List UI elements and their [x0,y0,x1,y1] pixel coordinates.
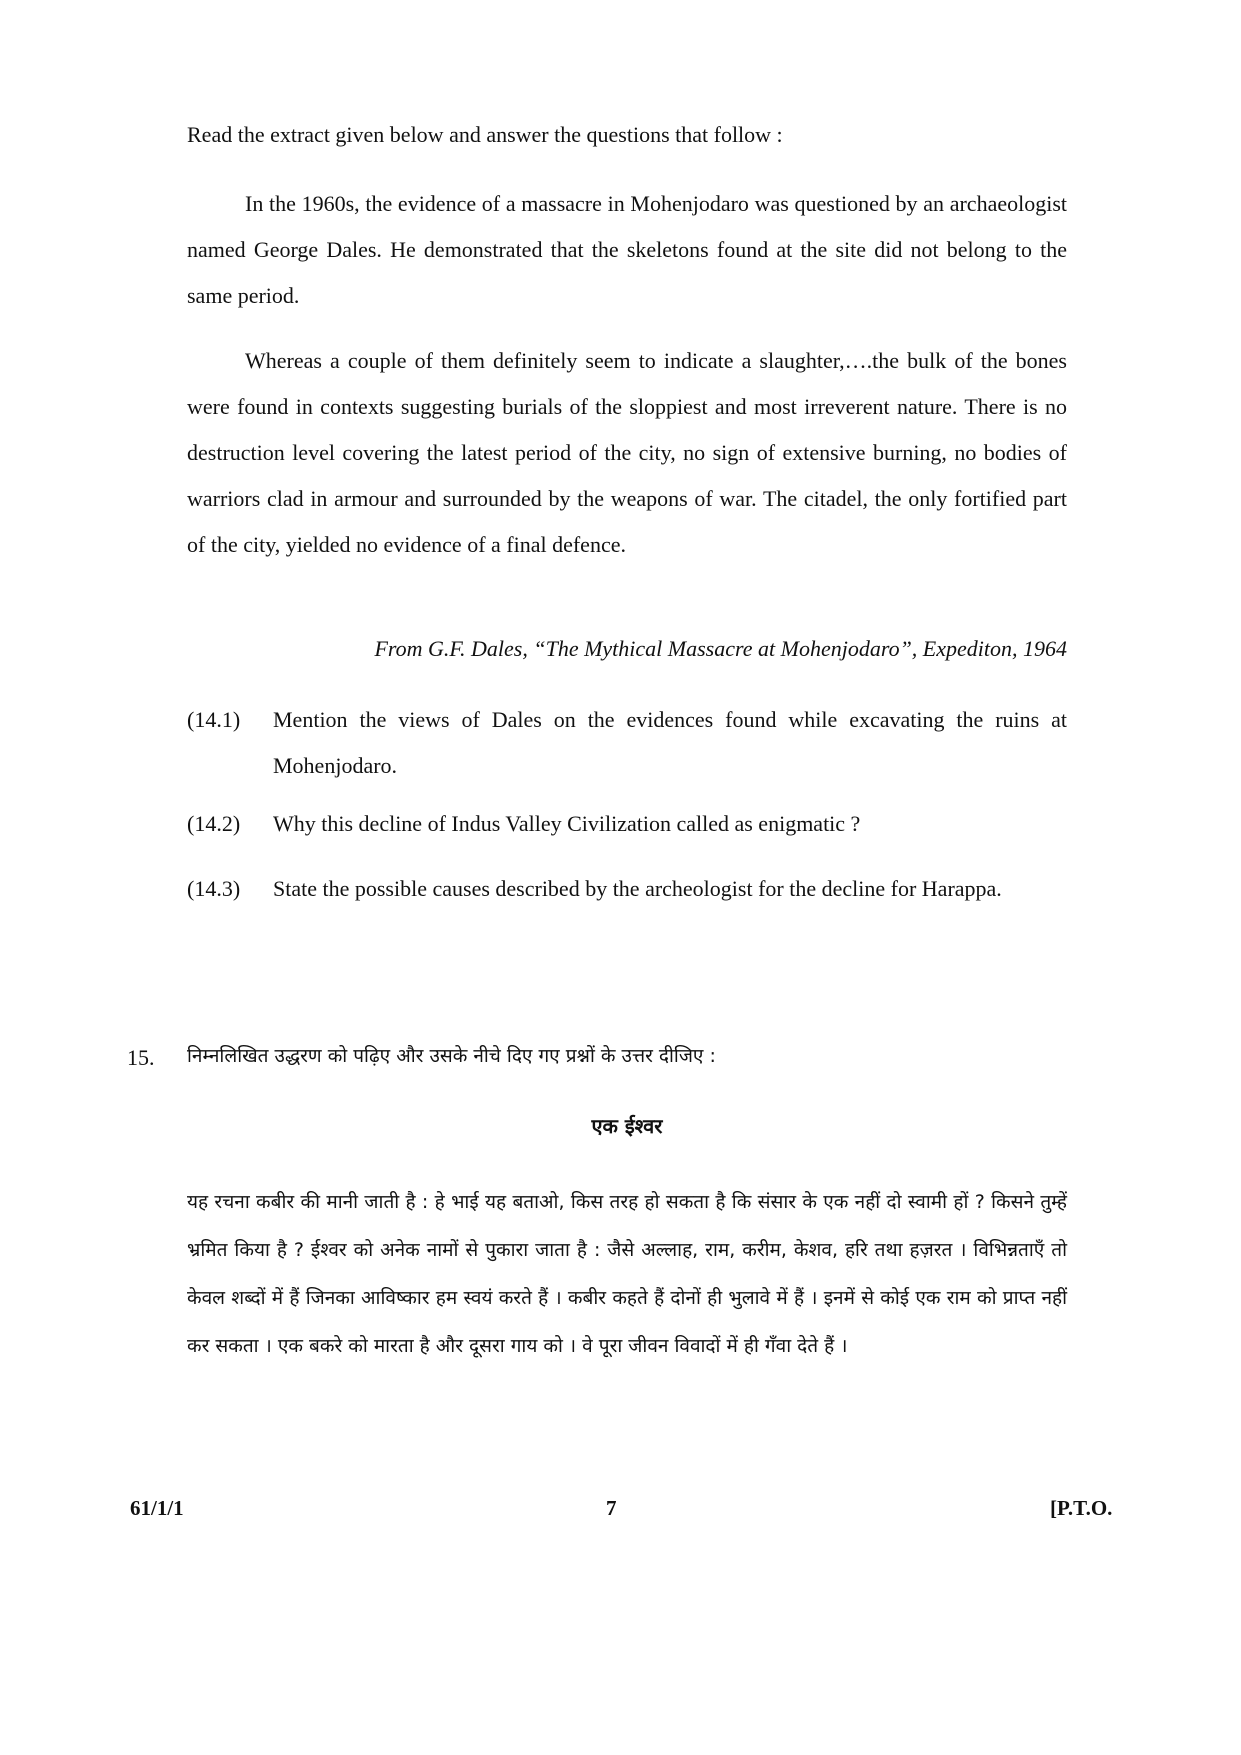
question-text: Why this decline of Indus Valley Civilization called as enigmatic ? [273,811,861,836]
question-14-3 [187,866,1067,912]
page-number: 7 [606,1496,617,1520]
question-text: State the possible causes described by the archeologist for the decline for Harappa. [273,876,1002,901]
question-14-2 [187,801,1067,847]
question-text: Mention the views of Dales on the evidences found while excavating the ruins at Mohenjodaro. [273,707,1067,778]
extract-paragraph-2: Whereas a couple of them definitely seem to indicate a slaughter,….the bulk of the bones were found in contexts suggesting burials of the sloppiest and most irreverent nature. There is no destruction level covering the latest period of the city, no sign of extensive burning, no bodies of warriors clad in armour and surrounded by the weapons of war. The citadel, the only fortified part of the city, yielded no evidence of a final defence. [187,348,1067,557]
paper-code: 61/1/1 [130,1496,184,1520]
question-number: (14.1) [187,707,241,732]
question-number: (14.3) [187,876,241,901]
question-15-instruction: निम्नलिखित उद्धरण को पढ़िए और उसके नीचे दिए गए प्रश्नों के उत्तर दीजिए : [187,1045,716,1067]
extract-paragraph-1: In the 1960s, the evidence of a massacre in Mohenjodaro was questioned by an archaeologist named George Dales. He demonstrated that the skeletons found at the site did not belong to the same period. [187,191,1067,308]
question-number: (14.2) [187,811,241,836]
hindi-extract-title: एक ईश्वर [591,1114,663,1138]
extract-instruction: Read the extract given below and answer the questions that follow : [187,122,783,147]
hindi-extract-paragraph: यह रचना कबीर की मानी जाती है : हे भाई यह बताओ, किस तरह हो सकता है कि संसार के एक नहीं दो स्वामी हों ? किसने तुम्हें भ्रमित किया है ? ईश्वर को अनेक नामों से पुकारा जाता है : जैसे अल्लाह, राम, करीम, केशव, हरि तथा हज़रत । विभिन्नताएँ तो केवल शब्दों में हैं जिनका आविष्कार हम स्वयं करते हैं । कबीर कहते हैं दोनों ही भुलावे में हैं । इनमें से कोई एक राम को प्राप्त नहीं कर सकता । एक बकरे को मारता है और दूसरा गाय को । वे पूरा जीवन विवादों में ही गँवा देते हैं । [187,1191,1068,1357]
question-15-number: 15. [127,1045,155,1070]
extract-citation: From G.F. Dales, “The Mythical Massacre at Mohenjodaro”, Expediton, 1964 [374,636,1067,661]
question-14-1 [187,697,1067,789]
please-turn-over: [P.T.O. [1050,1496,1113,1520]
